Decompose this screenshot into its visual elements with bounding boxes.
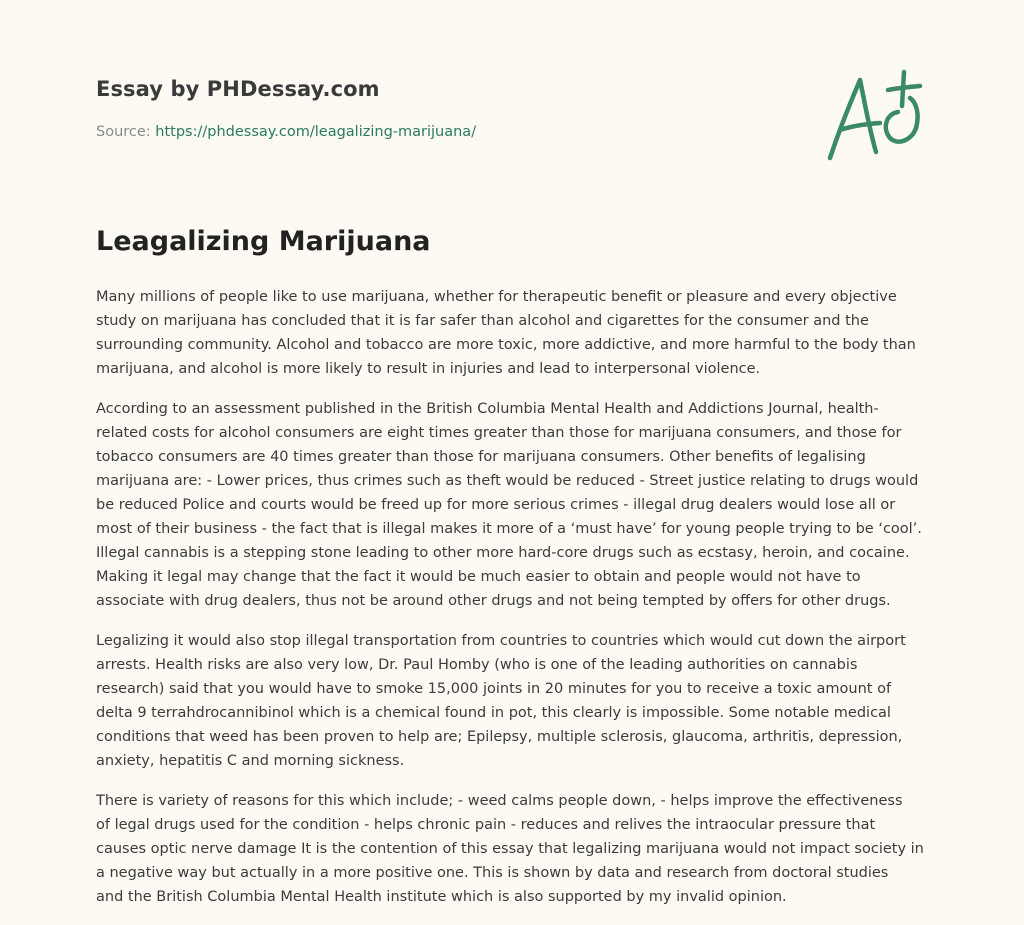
essay-paragraph: According to an assessment published in the British Columbia Mental Health and Addictions Journal, health- related costs for alcohol consumers are eight times greater than those for marijuana consumers, and those for tobacco consumers are 40 times greater than those for marijuana consumers. Other benefits of legalising marijuana are: - Lower prices, thus crimes such as theft would be reduced - Street justice relating to drugs would be reduced Police and courts would be freed up for more serious crimes - illegal drug dealers would lose all or most of their business - the fact that is illegal makes it more of a ‘must have’ for young people trying to be ‘cool’. Illegal cannabis is a stepping stone leading to other more hard-core drugs such as ecstasy, heroin, and cocaine. Making it legal may change that the fact it would be much easier to obtain and people would not have to associate with drug dealers, thus not be around other drugs and not being tempted by offers for other drugs. [96, 401, 922, 609]
essay-page [96, 0, 936, 905]
page-header [96, 0, 936, 200]
essay-paragraph: Many millions of people like to use marijuana, whether for therapeutic benefit or pleasure and every objective study on marijuana has concluded that it is far safer than alcohol and cigarettes for the consumer and the surrounding community. Alcohol and tobacco are more toxic, more addictive, and more harmful to the body than marijuana, and alcohol is more likely to result in injuries and lead to interpersonal violence. [96, 289, 916, 377]
source-line [96, 124, 476, 140]
source-link[interactable]: https://phdessay.com/leagalizing-marijuana/ [155, 124, 477, 140]
site-title: Essay by PHDessay.com [96, 77, 380, 101]
essay-paragraph: Legalizing it would also stop illegal transportation from countries to countries which would cut down the airport arrests. Health risks are also very low, Dr. Paul Homby (who is one of the leading authorities on cannabis research) said that you would have to smoke 15,000 joints in 20 minutes for you to receive a toxic amount of delta 9 terrahdrocannibinol which is a chemical found in pot, this clearly is impossible. Some notable medical conditions that weed has been proven to help are; Epilepsy, multiple sclerosis, glaucoma, arthritis, depression, anxiety, hepatitis C and morning sickness. [96, 633, 906, 769]
essay-body [96, 285, 932, 925]
essay-title: Leagalizing Marijuana [96, 226, 431, 257]
essay-paragraph: There is variety of reasons for this which include; - weed calms people down, - helps improve the effectiveness of legal drugs used for the condition - helps chronic pain - reduces and relives the intraocular pressure that causes optic nerve damage It is the contention of this essay that legalizing marijuana would not impact society in a negative way but actually in a more positive one. This is shown by data and research from doctoral studies and the British Columbia Mental Health institute which is also supported by my invalid opinion. [96, 793, 924, 905]
source-label: Source: [96, 124, 151, 140]
a-plus-grade-icon [824, 68, 928, 164]
